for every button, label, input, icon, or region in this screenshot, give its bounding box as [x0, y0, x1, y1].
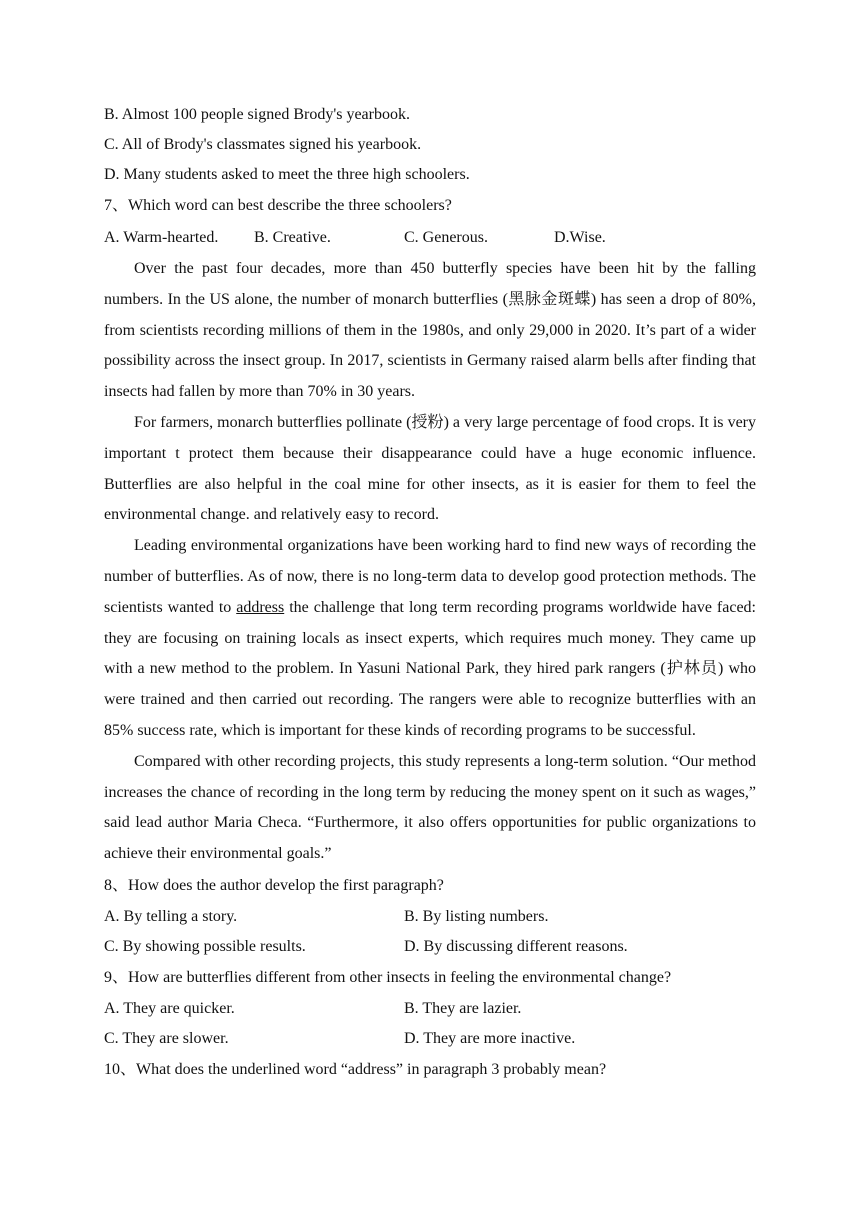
document-content [104, 100, 756, 1086]
q6-option-b: B. Almost 100 people signed Brody's yearbook. [104, 106, 410, 123]
q8-option-c: C. By showing possible results. [104, 937, 306, 955]
q7-option-c: C. Generous. [404, 229, 488, 246]
passage-paragraph-1: Over the past four decades, more than 450 butterfly species have been hit by the falling numbers. In the US alone, the number of monarch butterflies (黑脉金斑蝶) has seen a drop of 80%, from scientists recording millions of them in the 1980s, and only 29,000 in 2020. It’s part of a wider possibility across the insect group. In 2017, scientists in Germany raised alarm bells after finding that insects had fallen by more than 70% in 30 years. [104, 260, 756, 401]
q8-options-row-2 [104, 932, 756, 962]
q9-options-row-2 [104, 1024, 756, 1054]
paragraph-3-text-after: the challenge that long term recording programs worldwide have faced: they are focusing on training locals as insect experts, which requires much money. They came up with a new method to the problem. In Yasuni National Park, they hired park rangers (护林员) who were trained and then carried out recording. The rangers were able to recognize butterflies with an 85% success rate, which is important for these kinds of recording programs to be successful. [104, 598, 757, 739]
q7-options [104, 222, 756, 254]
underlined-word-address: address [236, 598, 285, 616]
paragraph-3-text-before: Leading environmental organizations have been working hard to find new ways of recording the number of butterflies. As of now, there is no long-term data to develop good protection methods. The scientists wanted to [104, 537, 756, 616]
q8-question: 8、How does the author develop the first paragraph? [104, 876, 444, 894]
q9-options-row-1 [104, 994, 756, 1024]
q8-option-d: D. By discussing different reasons. [404, 937, 628, 955]
q8-options-row-1 [104, 902, 756, 932]
q6-option-d: D. Many students asked to meet the three high schoolers. [104, 166, 470, 183]
q9-option-d: D. They are more inactive. [404, 1029, 576, 1047]
q6-option-c: C. All of Brody's classmates signed his yearbook. [104, 136, 422, 153]
q8-option-b: B. By listing numbers. [404, 907, 549, 925]
q7-question: 7、Which word can best describe the three schoolers? [104, 197, 452, 214]
q7-option-b: B. Creative. [254, 229, 331, 246]
passage-paragraph-3 [104, 531, 756, 747]
passage-paragraph-4: Compared with other recording projects, this study represents a long-term solution. “Our method increases the chance of recording in the long term by reducing the money spent on it such as wages,” said lead author Maria Checa. “Furthermore, it also offers opportunities for public organizations to achieve their environmental goals.” [104, 752, 756, 863]
q9-option-b: B. They are lazier. [404, 999, 522, 1017]
q7-option-d: D.Wise. [554, 229, 606, 246]
passage-paragraph-2: For farmers, monarch butterflies pollinate (授粉) a very large percentage of food crops. It is very important t protect them because their disappearance could have a huge economic influence. Butterflies are also helpful in the coal mine for other insects, as it is easier for them to feel the environmental change. and relatively easy to record. [104, 413, 756, 524]
q9-option-a: A. They are quicker. [104, 999, 235, 1017]
q8-option-a: A. By telling a story. [104, 907, 238, 925]
q7-option-a: A. Warm-hearted. [104, 229, 219, 246]
q10-question: 10、What does the underlined word “address” in paragraph 3 probably mean? [104, 1060, 607, 1078]
q9-question: 9、How are butterflies different from other insects in feeling the environmental change? [104, 968, 672, 986]
q9-option-c: C. They are slower. [104, 1029, 229, 1047]
